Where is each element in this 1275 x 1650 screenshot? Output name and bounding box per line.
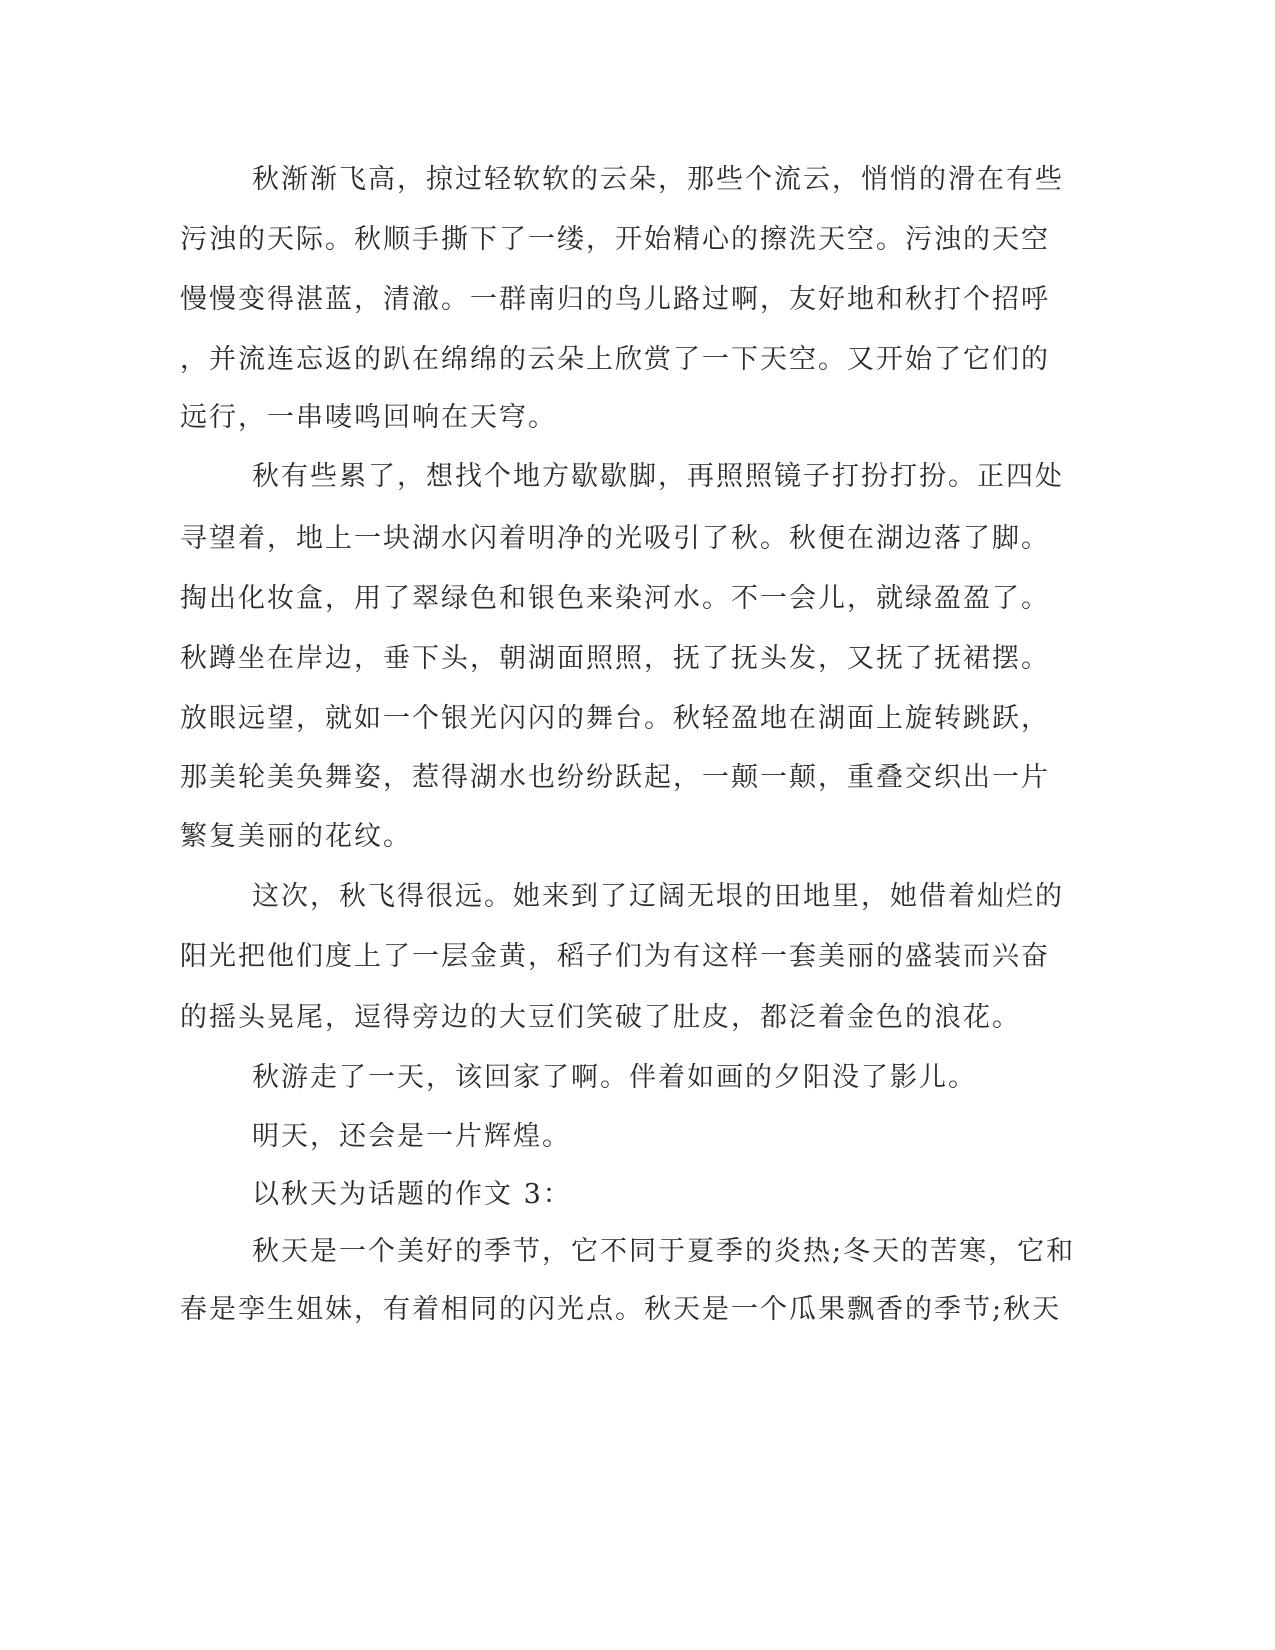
paragraph-1-line-5: 远行，一串唛鸣回响在天穹。 — [180, 402, 557, 433]
paragraph-2-line-7: 繁复美丽的花纹。 — [180, 821, 412, 852]
paragraph-2-line-2: 寻望着，地上一块湖水闪着明净的光吸引了秋。秋便在湖边落了脚。 — [180, 523, 1050, 554]
paragraph-2-line-5: 放眼远望，就如一个银光闪闪的舞台。秋轻盈地在湖面上旋转跳跃， — [180, 703, 1050, 734]
paragraph-1-line-3: 慢慢变得湛蓝，清澈。一群南归的鸟儿路过啊，友好地和秋打个招呼 — [180, 284, 1050, 315]
paragraph-7-line-2: 春是孪生姐妹，有着相同的闪光点。秋天是一个瓜果飘香的季节;秋天 — [180, 1294, 1062, 1325]
paragraph-5-line-1: 明天，还会是一片辉煌。 — [252, 1121, 571, 1152]
paragraph-3-line-3: 的摇头晃尾，逗得旁边的大豆们笑破了肚皮，都泛着金色的浪花。 — [180, 1002, 1021, 1033]
paragraph-3-line-1: 这次，秋飞得很远。她来到了辽阔无垠的田地里，她借着灿烂的 — [252, 881, 1064, 912]
section-heading: 以秋天为话题的作文 3： — [252, 1179, 572, 1210]
paragraph-4-line-1: 秋游走了一天，该回家了啊。伴着如画的夕阳没了影儿。 — [252, 1062, 977, 1093]
paragraph-3-line-2: 阳光把他们度上了一层金黄，稻子们为有这样一套美丽的盛装而兴奋 — [180, 941, 1050, 972]
paragraph-2-line-1: 秋有些累了，想找个地方歇歇脚，再照照镜子打扮打扮。正四处 — [252, 461, 1064, 492]
paragraph-1-line-2: 污浊的天际。秋顺手撕下了一缕，开始精心的擦洗天空。污浊的天空 — [180, 224, 1050, 255]
paragraph-7-line-1: 秋天是一个美好的季节，它不同于夏季的炎热;冬天的苦寒，它和 — [252, 1236, 1076, 1267]
paragraph-2-line-6: 那美轮美奂舞姿，惹得湖水也纷纷跃起，一颠一颠，重叠交织出一片 — [180, 762, 1050, 793]
paragraph-2-line-4: 秋蹲坐在岸边，垂下头，朝湖面照照，抚了抚头发，又抚了抚裙摆。 — [180, 643, 1050, 674]
paragraph-2-line-3: 掏出化妆盒，用了翠绿色和银色来染河水。不一会儿，就绿盈盈了。 — [180, 583, 1050, 614]
paragraph-1-line-4: ，并流连忘返的趴在绵绵的云朵上欣赏了一下天空。又开始了它们的 — [180, 344, 1050, 375]
paragraph-1-line-1: 秋渐渐飞高，掠过轻软软的云朵，那些个流云，悄悄的滑在有些 — [252, 164, 1064, 195]
